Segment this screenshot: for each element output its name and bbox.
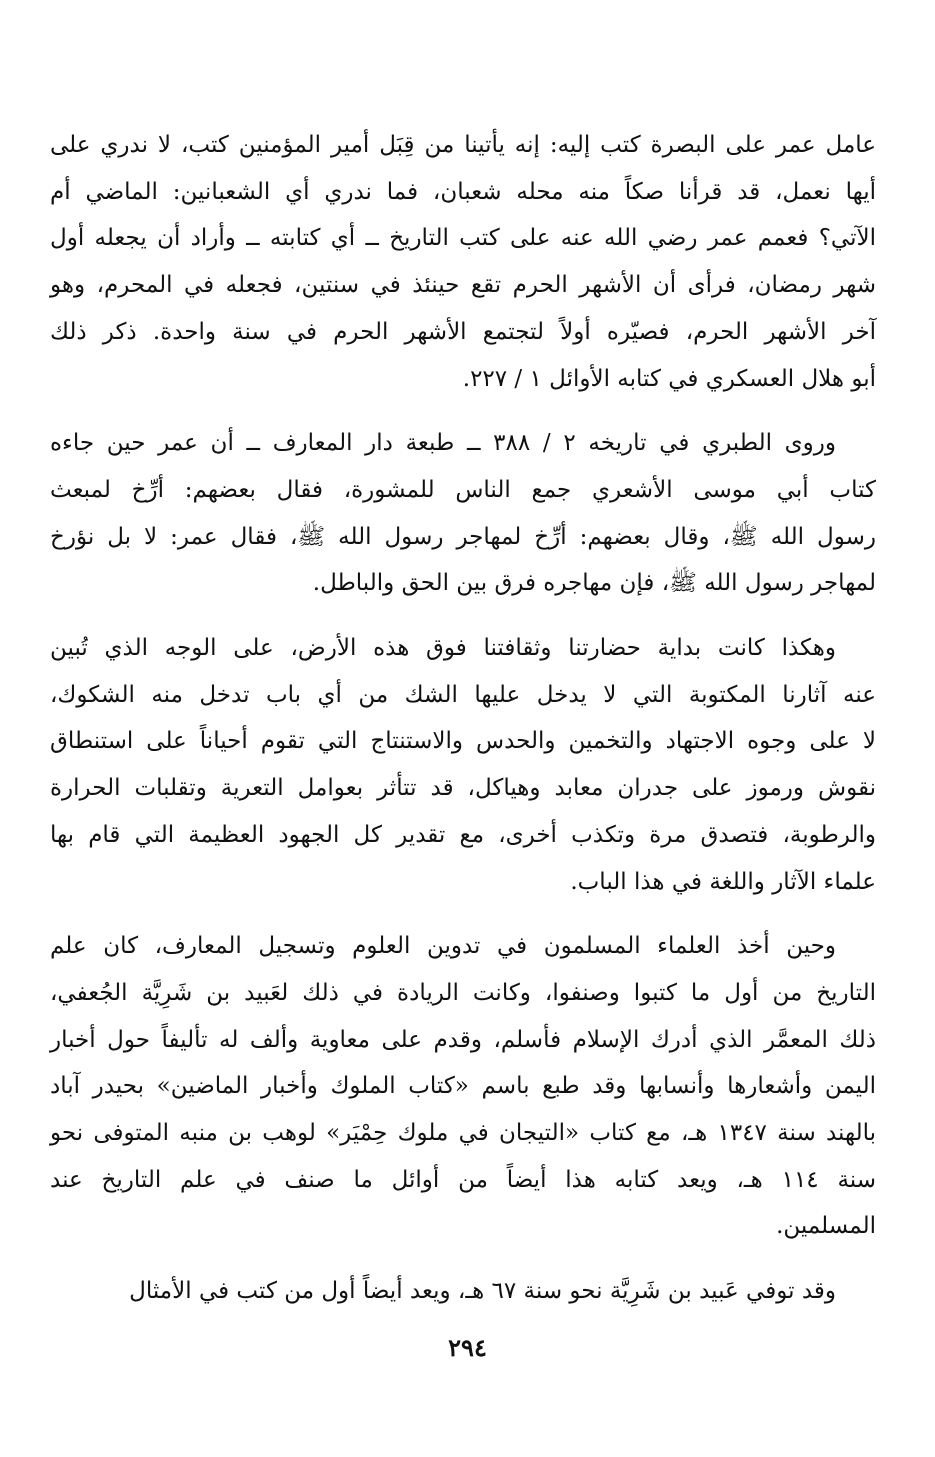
page-body: [50, 122, 876, 1333]
text-line: لمهاجر رسول الله ﷺ، فإن مهاجره فرق بين الحق والباطل.: [312, 570, 876, 597]
paragraph-4: [50, 923, 876, 1250]
text-line: وقد توفي عَبيد بن شَرِيَّة نحو سنة ٦٧ هـ، ويعد أيضاً أول من كتب في الأمثال: [129, 1278, 836, 1305]
text-line: ذلك المعمَّر الذي أدرك الإسلام فأسلم، وقدم على معاوية وألف له تأليفاً حول أخبار: [50, 1026, 876, 1053]
text-line: الآتي؟ فعمم عمر رضي الله عنه على كتب التاريخ ــ أي كتابته ــ وأراد أن يجعله أول: [50, 225, 876, 252]
text-line: المسلمين.: [776, 1213, 876, 1240]
text-line: اليمن وأشعارها وأنسابها وقد طبع باسم «كتاب الملوك وأخبار الماضين» بحيدر آباد: [50, 1073, 876, 1100]
text-line: بالهند سنة ١٣٤٧ هـ، مع كتاب «التيجان في ملوك حِمْيَر» لوهب بن منبه المتوفى نحو: [50, 1120, 876, 1147]
text-line: رسول الله ﷺ، وقال بعضهم: أرِّخ لمهاجر رسول الله ﷺ، فقال عمر: لا بل نؤرخ: [50, 523, 876, 550]
text-line: أيها نعمل، قد قرأنا صكاً منه محله شعبان، فما ندري أي الشعبانين: الماضي أم: [50, 178, 876, 205]
page-number: ٢٩٤: [448, 1333, 487, 1362]
text-line: شهر رمضان، فرأى أن الأشهر الحرم تقع حينئذ في سنتين، فجعله في المحرم، وهو: [50, 272, 876, 299]
text-line: عامل عمر على البصرة كتب إليه: إنه يأتينا من قِبَل أمير المؤمنين كتب، لا ندري على: [50, 132, 876, 158]
text-line: لا على وجوه الاجتهاد والتخمين والحدس والاستنتاج التي تقوم أحياناً على استنطاق: [50, 728, 876, 755]
paragraph-1: [50, 122, 876, 402]
text-line: وهكذا كانت بداية حضارتنا وثقافتنا فوق هذه الأرض، على الوجه الذي تُبين: [50, 635, 836, 662]
text-line: آخر الأشهر الحرم، فصيّره أولاً لتجتمع الأشهر الحرم في سنة واحدة. ذكر ذلك: [50, 318, 876, 345]
text-line: نقوش ورموز على جدران معابد وهياكل، قد تتأثر بعوامل التعرية وتقلبات الحرارة: [50, 775, 876, 802]
text-line: سنة ١١٤ هـ، ويعد كتابه هذا أيضاً من أوائل ما صنف في علم التاريخ عند: [50, 1166, 876, 1193]
text-line: علماء الآثار واللغة في هذا الباب.: [570, 868, 876, 895]
text-line: أبو هلال العسكري في كتابه الأوائل ١ / ٢٢٧.: [462, 365, 876, 392]
paragraph-2: [50, 420, 876, 607]
text-line: وحين أخذ العلماء المسلمون في تدوين العلوم وتسجيل المعارف، كان علم: [50, 933, 836, 960]
text-line: والرطوبة، فتصدق مرة وتكذب أخرى، مع تقدير كل الجهود العظيمة التي قام بها: [50, 821, 876, 848]
text-line: التاريخ من أول ما كتبوا وصنفوا، وكانت الريادة في ذلك لعَبيد بن شَرِيَّة الجُعفي،: [50, 979, 876, 1006]
text-line: كتاب أبي موسى الأشعري جمع الناس للمشورة، فقال بعضهم: أرِّخ لمبعث: [50, 476, 876, 503]
text-line: وروى الطبري في تاريخه ٢ / ٣٨٨ ــ طبعة دار المعارف ــ أن عمر حين جاءه: [50, 430, 836, 457]
paragraph-5: [50, 1268, 876, 1315]
paragraph-3: [50, 625, 876, 905]
text-line: عنه آثارنا المكتوبة التي لا يدخل عليها الشك من أي باب تدخل منه الشكوك،: [50, 681, 876, 708]
